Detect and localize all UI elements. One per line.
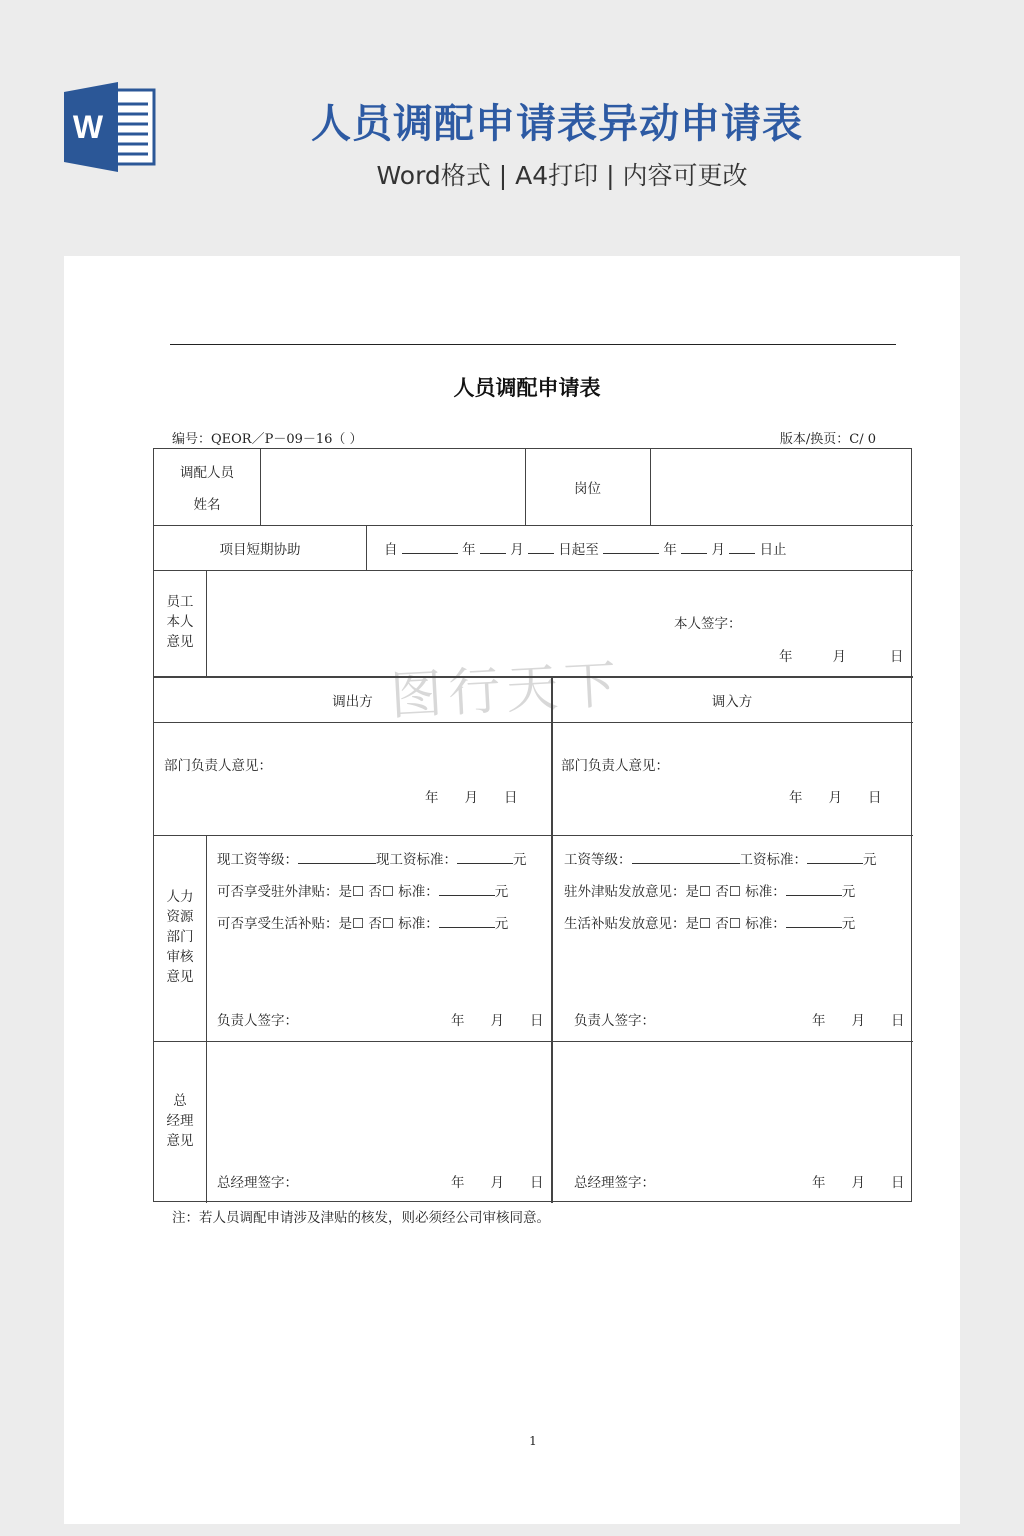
hr-right-signature: 负责人签字： [574,1013,655,1029]
header-rule [170,344,896,345]
post-label: 岗位 [574,481,601,497]
watermark: 图行天下 [388,654,624,728]
name-label-line1: 调配人员 [180,465,234,481]
hr-left-line1[interactable]: 现工资等级： 现工资标准： 元 [217,852,527,868]
application-form [153,448,912,1202]
document-title: 人员调配申请表 [453,375,601,400]
svg-text:W: W [72,109,104,145]
hr-left-signature: 负责人签字： [217,1013,298,1029]
in-dept-date: 年 月 日 [789,790,882,806]
employee-signature-label: 本人签字： [674,616,742,632]
out-dept-opinion-label: 部门负责人意见： [164,758,272,774]
gm-opinion-label: 总 经理 意见 [166,1093,194,1149]
hr-right-date: 年 月 日 [812,1013,905,1029]
gm-left-date: 年 月 日 [451,1175,544,1191]
hr-opinion-label: 人力 资源 部门 审核 意见 [166,889,194,985]
hr-right-line1[interactable]: 工资等级： 工资标准： 元 [564,852,877,868]
hr-right-line2[interactable]: 驻外津贴发放意见：是☐ 否☐ 标准： 元 [564,884,856,900]
out-party-header: 调出方 [332,694,373,710]
hr-right-line3[interactable]: 生活补贴发放意见：是☐ 否☐ 标准： 元 [564,916,856,932]
form-note: 注：若人员调配申请涉及津贴的核发，则必须经公司审核同意。 [172,1210,550,1226]
name-label-line2: 姓名 [193,497,221,513]
employee-date: 年 月 日 [779,649,904,665]
banner-subtitle: Word格式 | A4打印 | 内容可更改 [376,161,748,190]
out-dept-date: 年 月 日 [425,790,518,806]
gm-right-date: 年 月 日 [812,1175,905,1191]
banner-title: 人员调配申请表异动申请表 [311,101,803,147]
page-number: 1 [529,1434,537,1448]
hr-left-date: 年 月 日 [451,1013,544,1029]
post-field[interactable] [652,451,910,523]
date-range[interactable]: 自 年 月 日起至 年 月 日止 [384,542,787,558]
document-page [64,256,960,1524]
name-field[interactable] [262,451,523,523]
in-party-header: 调入方 [711,694,753,710]
short-term-assist-label: 项目短期协助 [219,542,301,558]
gm-left-signature: 总经理签字： [217,1175,298,1191]
in-dept-opinion-label: 部门负责人意见： [561,758,669,774]
document-version: 版本/换页：C/ 0 [779,432,876,447]
hr-left-line3[interactable]: 可否享受生活补贴：是☐ 否☐ 标准： 元 [217,916,509,932]
hr-left-line2[interactable]: 可否享受驻外津贴：是☐ 否☐ 标准： 元 [217,884,509,900]
gm-right-signature: 总经理签字： [574,1175,655,1191]
employee-opinion-label: 员工 本人 意见 [166,594,194,650]
document-code: 编号：QEOR／P－09－16（ ） [172,432,363,447]
